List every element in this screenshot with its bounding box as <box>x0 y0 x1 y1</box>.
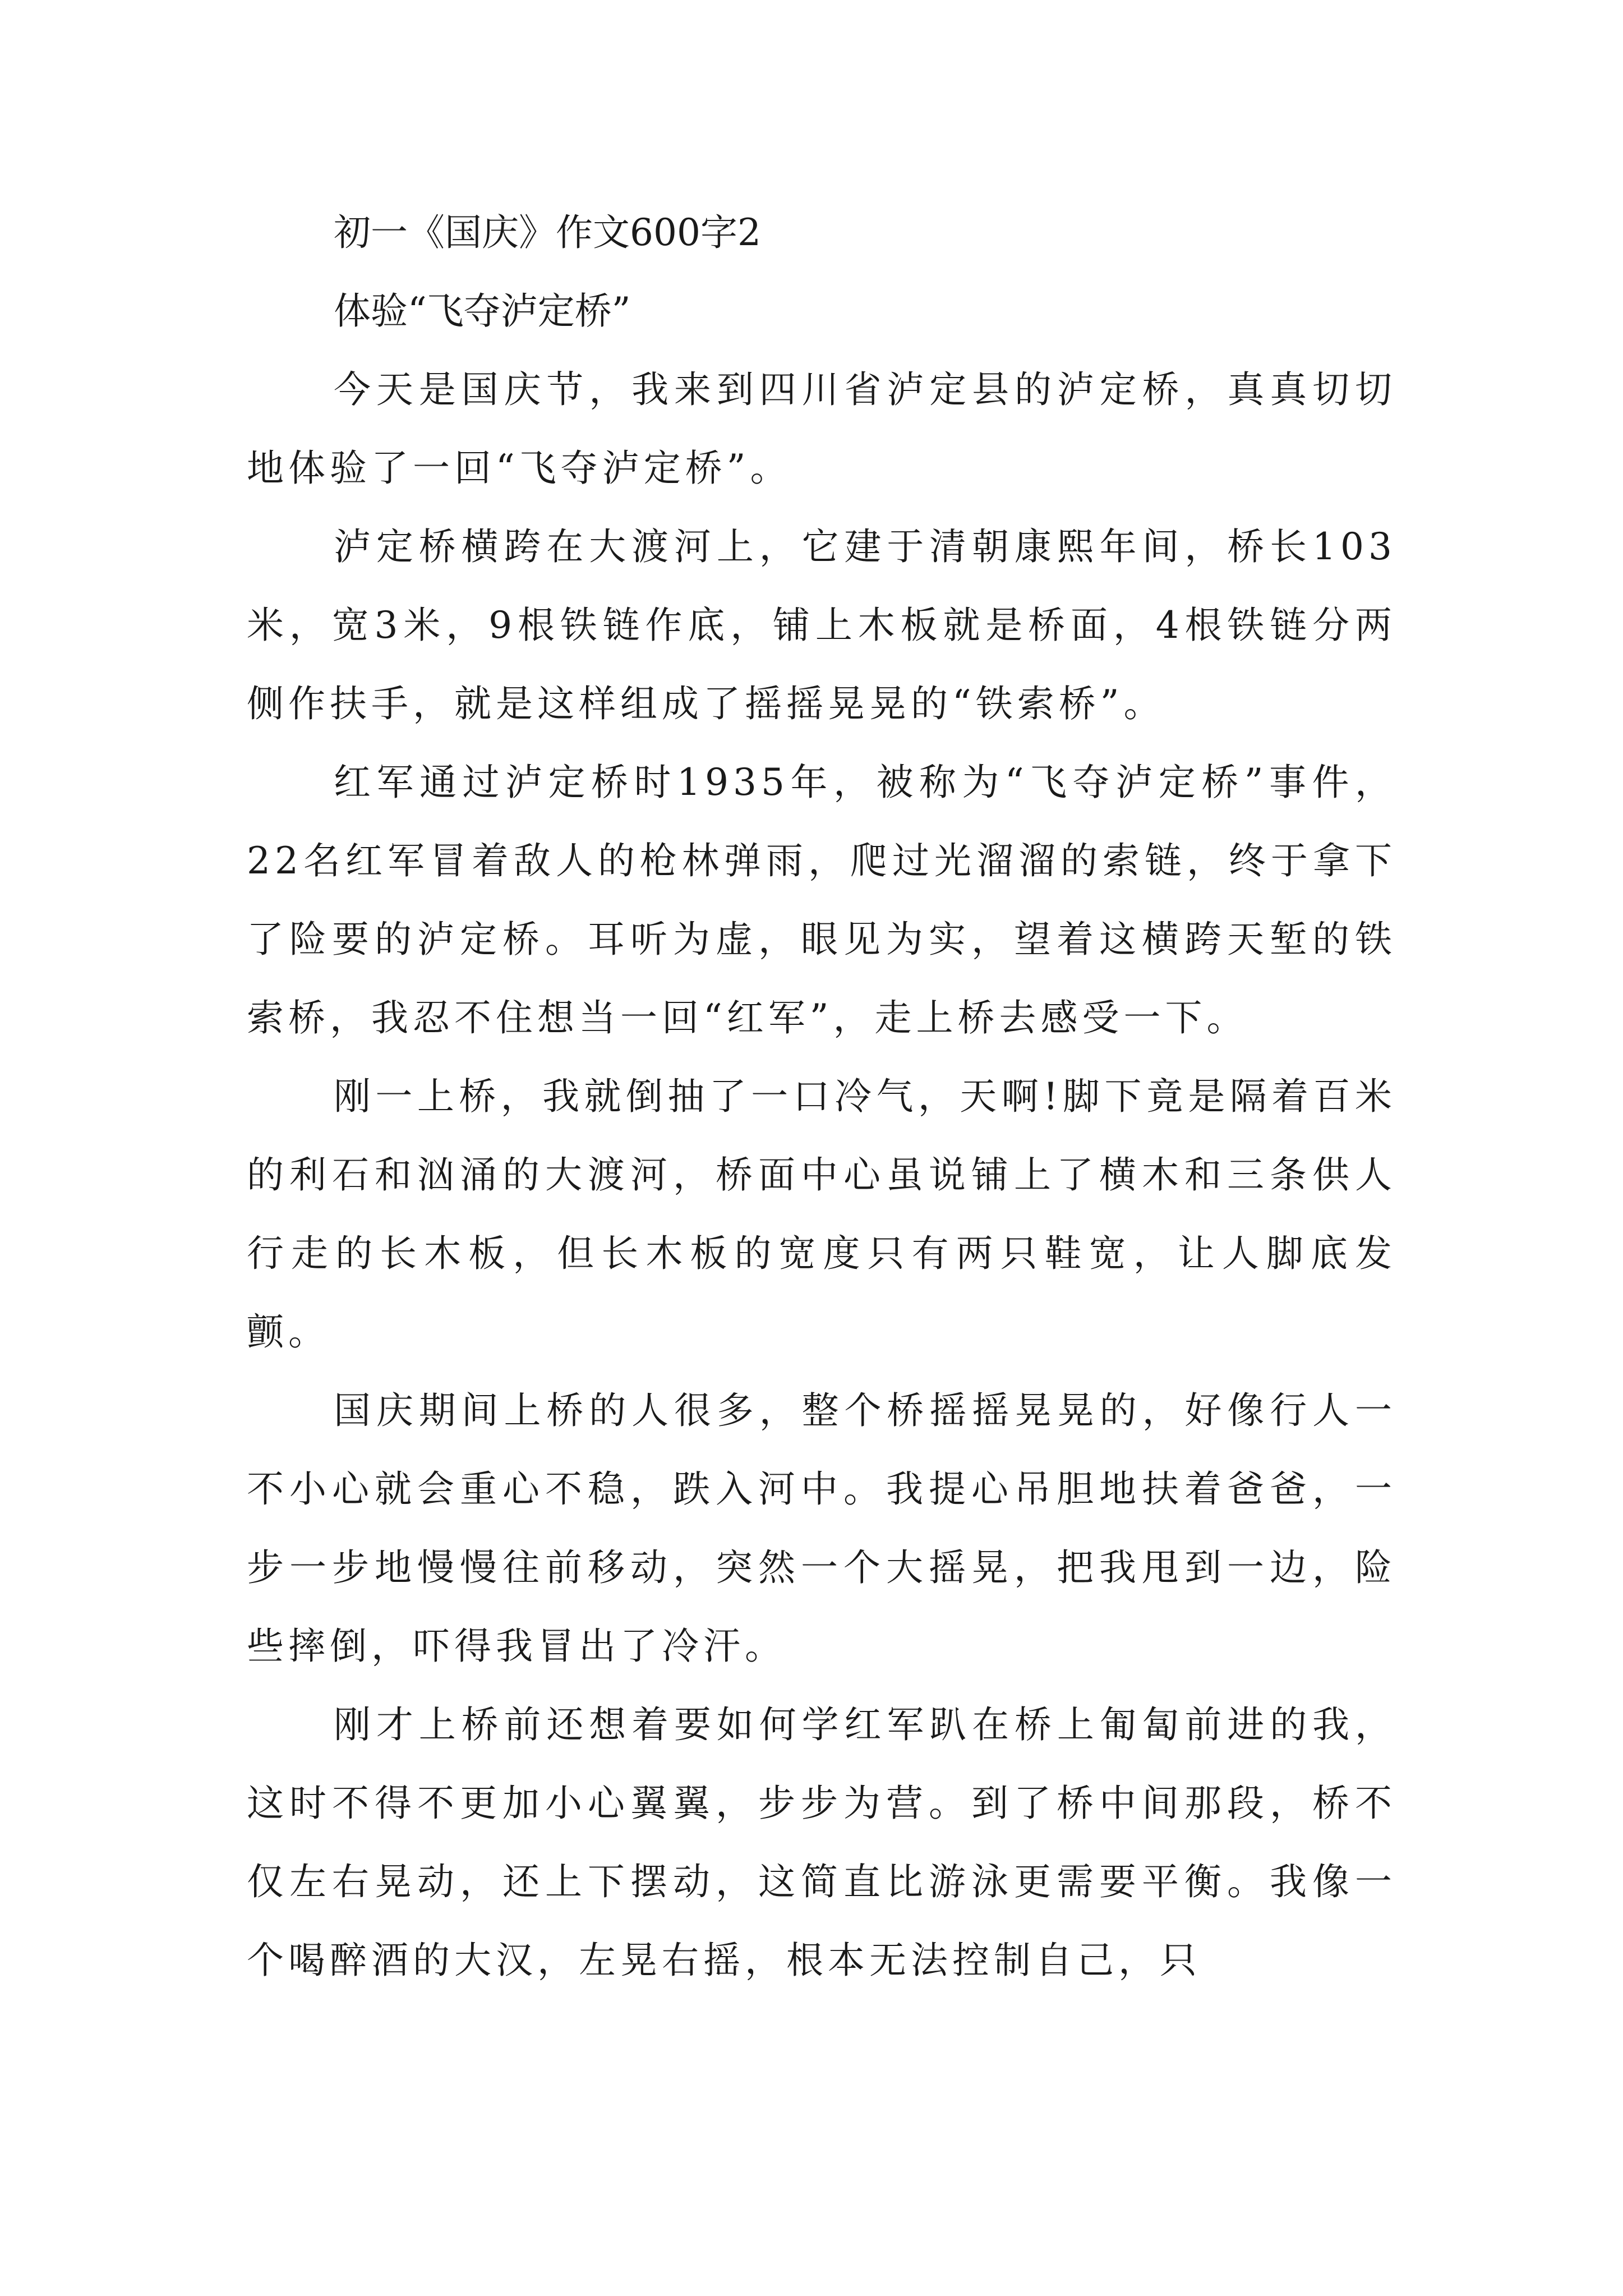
document-title: 初一《国庆》作文600字2 <box>334 211 761 254</box>
paragraph: 红军通过泸定桥时1935年，被称为“飞夺泸定桥”事件，22名红军冒着敌人的枪林弹雨，爬过光溜溜的索链，终于拿下了险要的泸定桥。耳听为虚，眼见为实，望着这横跨天堑的铁索桥，我忍不住想当一回“红军”，走上桥去感受一下。 <box>247 761 1396 1039</box>
paragraph: 国庆期间上桥的人很多，整个桥摇摇晃晃的，好像行人一不小心就会重心不稳，跌入河中。我提心吊胆地扶着爸爸，一步一步地慢慢往前移动，突然一个大摇晃，把我甩到一边，险些摔倒，吓得我冒出了冷汗。 <box>247 1389 1396 1668</box>
document-body <box>247 194 1396 2000</box>
essay-title: 体验“飞夺泸定桥” <box>334 289 631 333</box>
paragraph: 刚一上桥，我就倒抽了一口冷气，天啊!脚下竟是隔着百米的利石和汹涌的大渡河，桥面中心虽说铺上了横木和三条供人行走的长木板，但长木板的宽度只有两只鞋宽，让人脚底发颤。 <box>247 1075 1396 1354</box>
paragraph: 刚才上桥前还想着要如何学红军趴在桥上匍匐前进的我，这时不得不更加小心翼翼，步步为营。到了桥中间那段，桥不仅左右晃动，还上下摆动，这简直比游泳更需要平衡。我像一个喝醉酒的大汉，左晃右摇，根本无法控制自己，只 <box>247 1703 1396 1982</box>
paragraph: 泸定桥横跨在大渡河上，它建于清朝康熙年间，桥长103米，宽3米，9根铁链作底，铺上木板就是桥面，4根铁链分两侧作扶手，就是这样组成了摇摇晃晃的“铁索桥”。 <box>247 525 1396 725</box>
paragraph: 今天是国庆节，我来到四川省泸定县的泸定桥，真真切切地体验了一回“飞夺泸定桥”。 <box>247 368 1396 490</box>
